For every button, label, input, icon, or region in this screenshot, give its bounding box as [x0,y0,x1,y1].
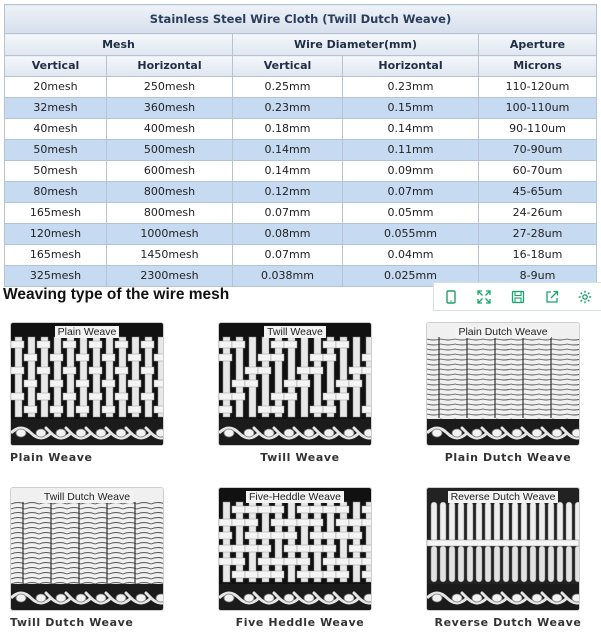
cell: 0.09mm [343,161,479,182]
section-heading: Weaving type of the wire mesh [3,286,230,303]
twill-dutch-weave-pattern [11,488,163,610]
tablet-icon [444,290,458,304]
table-row [5,161,597,182]
twill-weave-image [218,322,372,446]
cell: 0.055mm [343,224,479,245]
col-header-mesh-horizontal: Horizontal [107,56,233,77]
mesh-group-header: Mesh [5,34,233,56]
cell: 70-90um [479,140,597,161]
cell: 50mesh [5,161,107,182]
aperture-group-header: Aperture [479,34,597,56]
cell: 50mesh [5,140,107,161]
reverse-dutch-weave-pattern [427,488,579,610]
weave-caption: Reverse Dutch Weave [434,616,582,629]
cell: 400mesh [107,119,233,140]
cell: 27-28um [479,224,597,245]
cell: 8-9um [479,266,597,287]
cell: 0.23mm [343,77,479,98]
table-row [5,224,597,245]
weave-card-five-heddle [218,487,382,629]
weave-caption: Twill Dutch Weave [10,616,134,629]
cell: 24-26um [479,203,597,224]
cell: 90-110um [479,119,597,140]
cell: 1000mesh [107,224,233,245]
cell: 800mesh [107,182,233,203]
settings-icon [578,290,592,304]
weave-card-twill [218,322,382,464]
table-row [5,140,597,161]
cell: 0.14mm [233,161,343,182]
cell: 100-110um [479,98,597,119]
cell: 0.25mm [233,77,343,98]
image-label: Twill Weave [264,326,326,338]
image-label: Plain Weave [55,326,120,338]
cell: 60-70um [479,161,597,182]
cell: 325mesh [5,266,107,287]
table-row [5,203,597,224]
expand-icon [477,290,491,304]
cell: 0.07mm [233,203,343,224]
cell: 2300mesh [107,266,233,287]
expand-button[interactable] [473,286,495,308]
cell: 0.12mm [233,182,343,203]
image-toolbar [433,282,601,311]
cell: 0.07mm [343,182,479,203]
wire-diameter-group-header: Wire Diameter(mm) [233,34,479,56]
cell: 165mesh [5,203,107,224]
table-title: Stainless Steel Wire Cloth (Twill Dutch Weave) [5,5,597,34]
weave-card-twill-dutch [10,487,174,629]
cell: 165mesh [5,245,107,266]
plain-dutch-weave-pattern [427,323,579,445]
cell: 40mesh [5,119,107,140]
cell: 0.07mm [233,245,343,266]
weave-card-plain-dutch [426,322,590,464]
save-icon [511,290,525,304]
cell: 250mesh [107,77,233,98]
twill-dutch-weave-image [10,487,164,611]
table-row [5,182,597,203]
cell: 0.14mm [233,140,343,161]
cell: 120mesh [5,224,107,245]
table-row [5,245,597,266]
table-row [5,98,597,119]
cell: 32mesh [5,98,107,119]
weave-card-reverse-dutch [426,487,590,629]
tablet-view-button[interactable] [440,286,462,308]
twill-weave-pattern [219,323,371,445]
table-row [5,119,597,140]
cell: 80mesh [5,182,107,203]
wire-cloth-spec-table [4,4,597,287]
cell: 0.23mm [233,98,343,119]
col-header-wire-vertical: Vertical [233,56,343,77]
cell: 1450mesh [107,245,233,266]
five-heddle-weave-image [218,487,372,611]
weave-caption: Twill Weave [260,451,340,464]
weave-card-plain [10,322,174,464]
cell: 0.038mm [233,266,343,287]
cell: 110-120um [479,77,597,98]
share-button[interactable] [541,286,563,308]
cell: 0.05mm [343,203,479,224]
weave-caption: Plain Dutch Weave [444,451,572,464]
reverse-dutch-weave-image [426,487,580,611]
save-button[interactable] [507,286,529,308]
weave-caption: Plain Weave [10,451,93,464]
settings-button[interactable] [574,286,596,308]
cell: 500mesh [107,140,233,161]
cell: 20mesh [5,77,107,98]
col-header-wire-horizontal: Horizontal [343,56,479,77]
share-icon [545,290,559,304]
image-label: Reverse Dutch Weave [448,491,559,503]
col-header-microns: Microns [479,56,597,77]
image-label: Five-Heddle Weave [246,491,344,503]
image-label: Twill Dutch Weave [41,491,133,503]
cell: 0.18mm [233,119,343,140]
five-heddle-weave-pattern [219,488,371,610]
cell: 0.025mm [343,266,479,287]
table-row [5,77,597,98]
weave-caption: Five Heddle Weave [235,616,365,629]
col-header-mesh-vertical: Vertical [5,56,107,77]
plain-weave-image [10,322,164,446]
cell: 360mesh [107,98,233,119]
cell: 800mesh [107,203,233,224]
cell: 0.14mm [343,119,479,140]
cell: 45-65um [479,182,597,203]
cell: 16-18um [479,245,597,266]
cell: 600mesh [107,161,233,182]
image-label: Plain Dutch Weave [455,326,550,338]
cell: 0.04mm [343,245,479,266]
cell: 0.15mm [343,98,479,119]
plain-dutch-weave-image [426,322,580,446]
cell: 0.08mm [233,224,343,245]
cell: 0.11mm [343,140,479,161]
plain-weave-pattern [11,323,163,445]
